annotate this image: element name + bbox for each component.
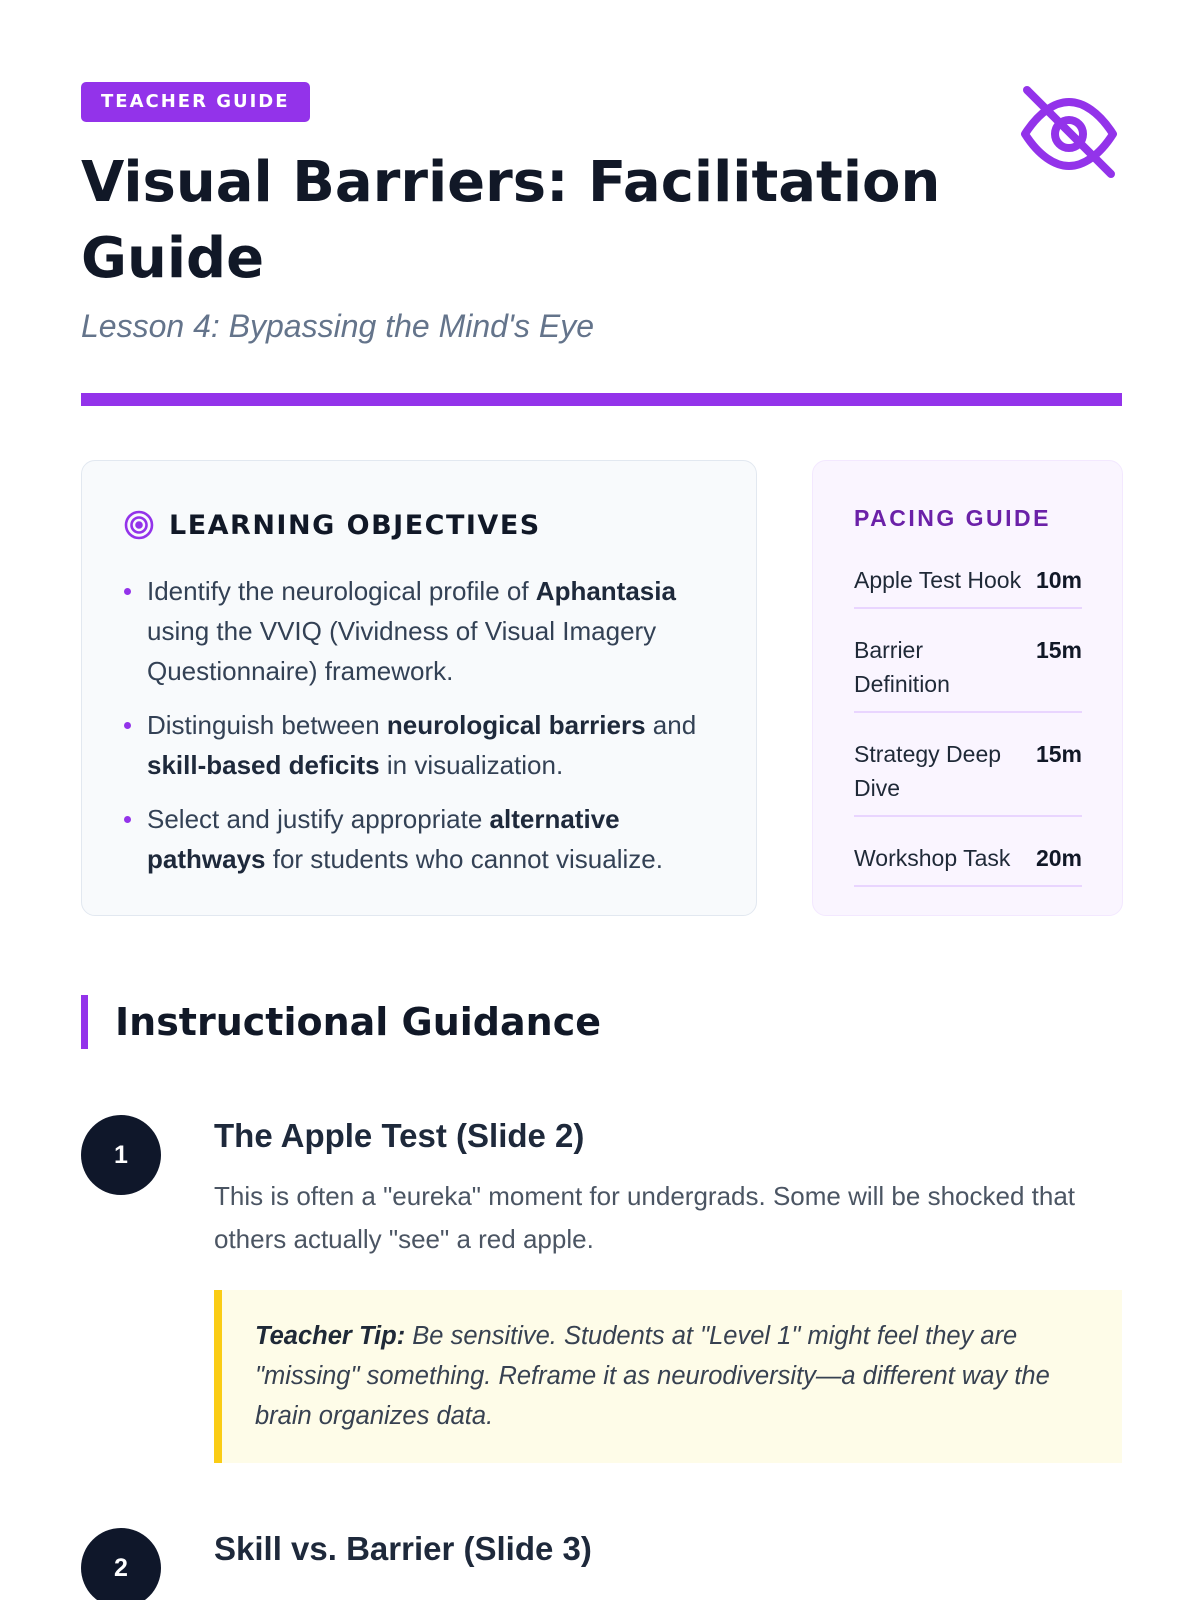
step-title: The Apple Test (Slide 2): [214, 1117, 585, 1154]
page-title: Visual Barriers: Facilitation Guide: [81, 150, 941, 291]
pacing-label: Strategy Deep Dive: [854, 741, 1002, 801]
pacing-row: [854, 553, 1082, 609]
step-number-badge: 2: [81, 1528, 161, 1600]
objectives-list: [123, 571, 723, 893]
pacing-time: 10m: [1035, 567, 1082, 593]
objective-item: Select and justify appropriate alternative pathways for students who cannot visualize.: [123, 799, 723, 879]
teacher-guide-badge: TEACHER GUIDE: [81, 82, 310, 122]
objectives-header: [123, 509, 541, 541]
pacing-label: Barrier Definition: [854, 637, 950, 697]
pacing-time: 15m: [1035, 637, 1082, 663]
pacing-label: Apple Test Hook: [854, 567, 1022, 593]
pacing-time: 15m: [1035, 741, 1082, 767]
pacing-label: Workshop Task: [854, 845, 1011, 871]
pacing-time: 20m: [1035, 845, 1082, 871]
pacing-row: [854, 831, 1082, 887]
section-heading: Instructional Guidance: [81, 995, 601, 1049]
teacher-tip-callout: [214, 1290, 1122, 1463]
objective-item: Identify the neurological profile of Aphantasia using the VVIQ (Vividness of Visual Imagery Questionnaire) framework.: [123, 571, 723, 691]
step-description: This is often a "eureka" moment for undergrads. Some will be shocked that others actually "see" a red apple.: [214, 1181, 1075, 1254]
learning-objectives-card: [81, 460, 757, 916]
pacing-row: [854, 727, 1082, 817]
step-title: Skill vs. Barrier (Slide 3): [214, 1530, 592, 1567]
target-icon: [123, 509, 155, 541]
pacing-row: [854, 623, 1082, 713]
pacing-heading: PACING GUIDE: [854, 505, 1051, 531]
guide-page: [81, 0, 1121, 1600]
eye-off-icon: [1017, 82, 1121, 186]
tip-text: Be sensitive. Students at "Level 1" might feel they are "missing" something. Reframe it as neurodiversity—a different way the brain organizes data.: [255, 1322, 1050, 1430]
page-subtitle: Lesson 4: Bypassing the Mind's Eye: [81, 308, 595, 344]
header-divider: [81, 393, 1122, 406]
tip-label: Teacher Tip:: [255, 1322, 406, 1350]
objectives-heading: LEARNING OBJECTIVES: [169, 509, 541, 541]
pacing-list: [854, 553, 1082, 901]
pacing-guide-card: [812, 460, 1123, 916]
step-number-badge: 1: [81, 1115, 161, 1195]
objective-item: Distinguish between neurological barriers and skill-based deficits in visualization.: [123, 705, 723, 785]
